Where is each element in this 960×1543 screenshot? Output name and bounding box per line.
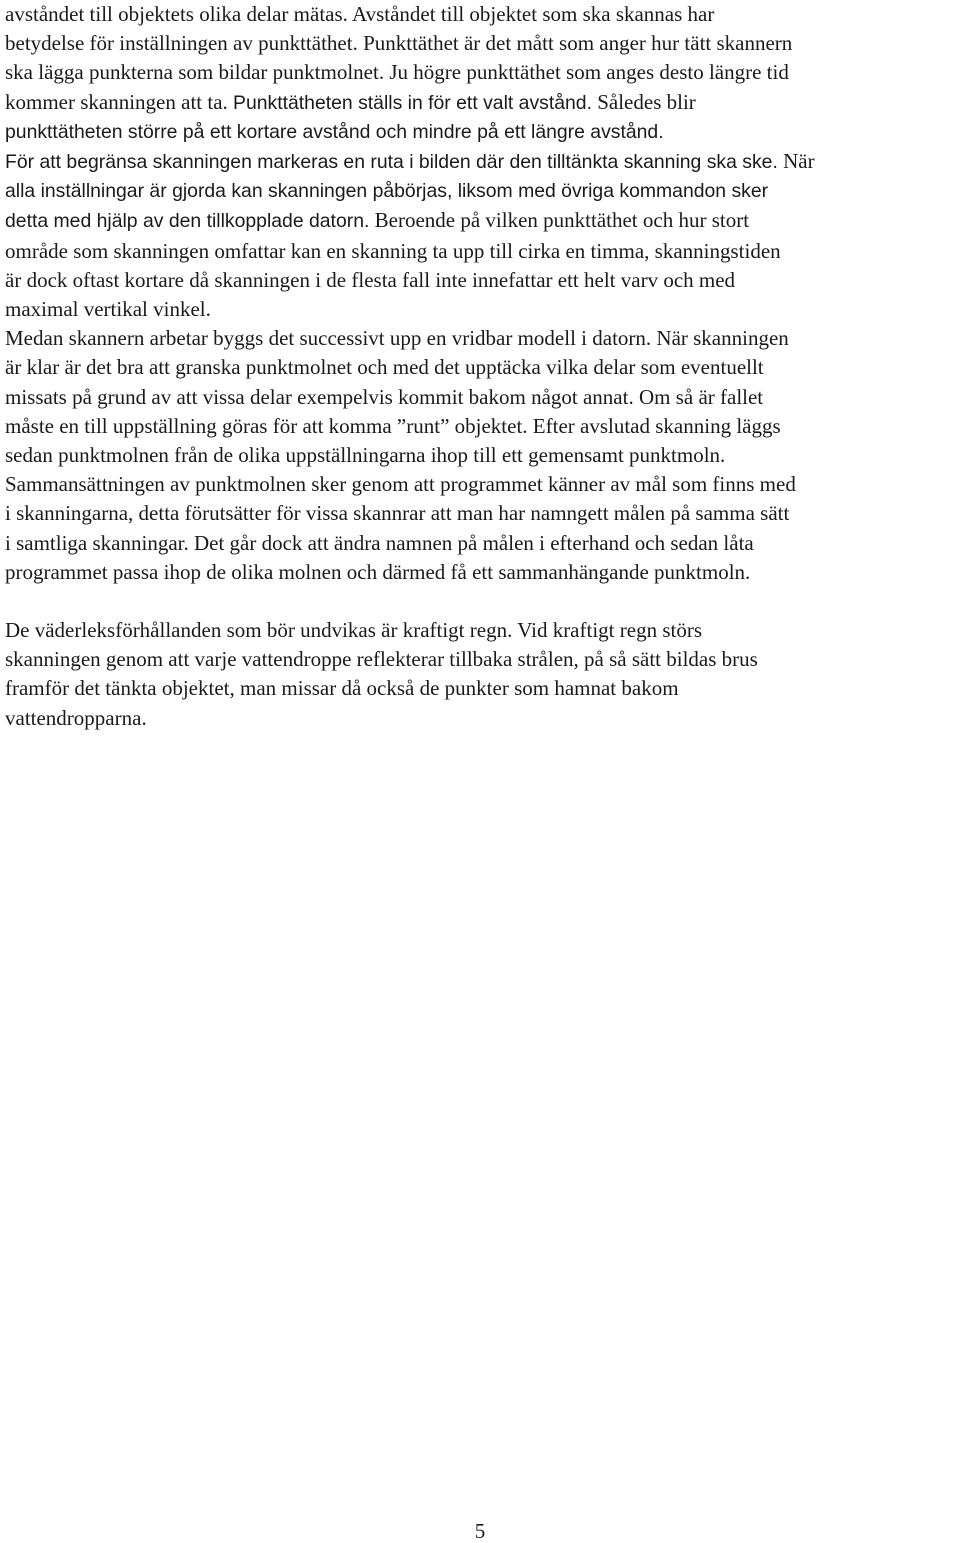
text-line-sans: alla inställningar är gjorda kan skanningen påbörjas, liksom med övriga kommandon sker <box>5 180 769 203</box>
text-span: Beroende på vilken punkttäthet och hur stort <box>369 208 750 233</box>
text-line: avståndet till objektets olika delar mätas. Avståndet till objektet som ska skannas har <box>5 2 715 26</box>
paragraph-spacer <box>5 587 955 616</box>
text-line <box>5 147 955 177</box>
text-span: Således blir <box>591 89 696 114</box>
text-line: ska lägga punkterna som bildar punktmolnet. Ju högre punkttäthet som anges desto längre tid <box>5 60 789 85</box>
text-line-sans: punkttätheten större på ett kortare avstånd och mindre på ett längre avstånd. <box>5 120 664 143</box>
text-line: vattendropparna. <box>5 705 147 730</box>
text-span: När <box>777 149 815 174</box>
text-line: i skanningarna, detta förutsätter för vissa skannrar att man har namngett målen på samma sätt <box>5 501 790 526</box>
text-line: Sammansättningen av punktmolnen sker genom att programmet känner av mål som finns med <box>5 472 796 497</box>
text-line <box>5 88 955 118</box>
text-line: maximal vertikal vinkel. <box>5 297 211 322</box>
text-line: framför det tänkta objektet, man missar då också de punkter som hamnat bakom <box>5 676 679 701</box>
text-line: missats på grund av att vissa delar exempelvis kommit bakom något annat. Om så är fallet <box>5 384 764 409</box>
text-line: i samtliga skanningar. Det går dock att ändra namnen på målen i efterhand och sedan låta <box>5 530 754 555</box>
text-line: betydelse för inställningen av punkttäthet. Punkttäthet är det mått som anger hur tätt skannern <box>5 31 793 56</box>
text-span: kommer skanningen att ta. <box>5 89 234 114</box>
text-line: måste en till uppställning göras för att komma ”runt” objektet. Efter avslutad skanning läggs <box>5 413 781 438</box>
text-line <box>5 206 955 236</box>
document-page <box>5 0 955 733</box>
text-span-sans: För att begränsa skanningen markeras en ruta i bilden där den tilltänkta skanning ska ske. <box>5 151 778 174</box>
text-line: programmet passa ihop de olika molnen och därmed få ett sammanhängande punktmoln. <box>5 559 751 584</box>
page-number: 5 <box>474 1519 486 1543</box>
text-line: är klar är det bra att granska punktmolnet och med det upptäcka vilka delar som eventuellt <box>5 355 764 380</box>
text-line: skanningen genom att varje vattendroppe reflekterar tillbaka strålen, på så sätt bildas brus <box>5 647 758 672</box>
text-line: sedan punktmolnen från de olika uppställningarna ihop till ett gemensamt punktmoln. <box>5 443 726 468</box>
text-span-sans: detta med hjälp av den tillkopplade datorn. <box>5 210 370 233</box>
body-paragraph <box>5 616 955 733</box>
text-line: Medan skannern arbetar byggs det successivt upp en vridbar modell i datorn. När skanningen <box>5 326 789 351</box>
body-paragraph <box>5 0 955 587</box>
text-line: område som skanningen omfattar kan en skanning ta upp till cirka en timma, skanningstiden <box>5 238 781 263</box>
text-line: De väderleksförhållanden som bör undvikas är kraftigt regn. Vid kraftigt regn störs <box>5 618 702 643</box>
text-line: är dock oftast kortare då skanningen i de flesta fall inte innefattar ett helt varv och med <box>5 267 736 292</box>
text-span-sans: Punkttätheten ställs in för ett valt avstånd. <box>233 91 592 114</box>
